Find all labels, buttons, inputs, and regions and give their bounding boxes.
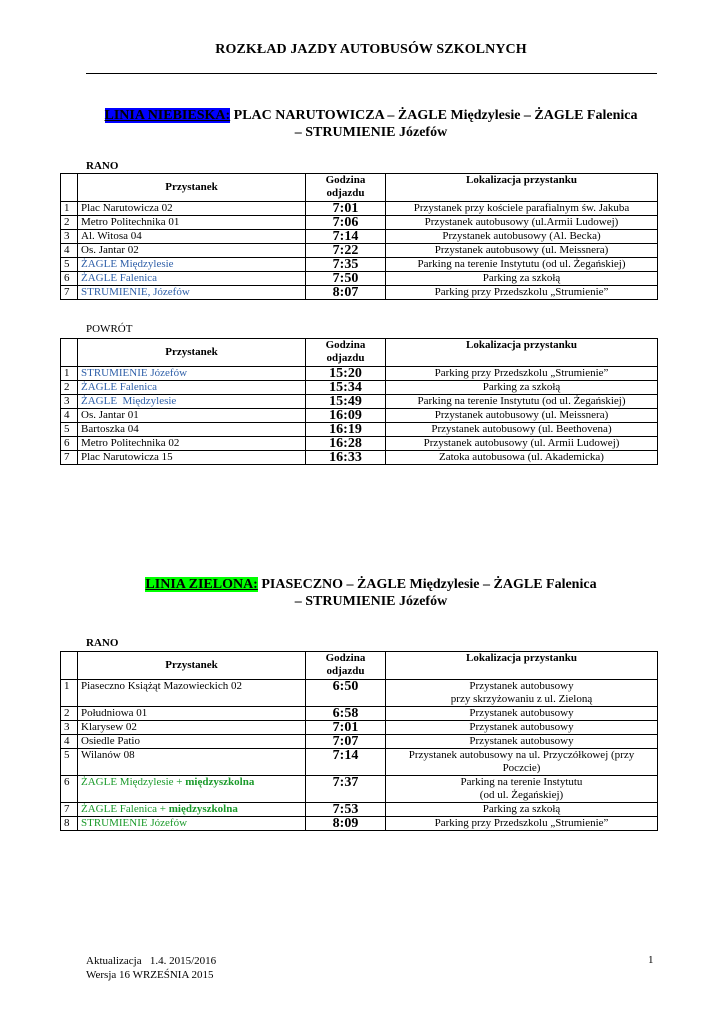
row-number: 7 [61, 803, 78, 817]
stop-name: Metro Politechnika 01 [78, 216, 306, 230]
table-row [61, 272, 658, 286]
stop-location [386, 776, 658, 803]
green-morning-table [60, 651, 658, 831]
table-row [61, 817, 658, 831]
table-row [61, 423, 658, 437]
blue-return-table [60, 338, 658, 465]
stop-location-line: Poczcie) [502, 762, 541, 774]
row-number: 3 [61, 395, 78, 409]
stop-name-note: międzyszkolna [168, 803, 238, 815]
table-row [61, 202, 658, 216]
departure-time: 7:06 [306, 216, 386, 230]
header-time: Godzina odjazdu [306, 652, 386, 680]
footer-info [86, 954, 216, 982]
header-location: Lokalizacja przystanku [386, 339, 658, 367]
stop-name: Plac Narutowicza 15 [78, 451, 306, 465]
stop-name [78, 776, 306, 803]
stop-name: STRUMIENIE Józefów [78, 367, 306, 381]
stop-location-line: (od ul. Żegańskiej) [479, 789, 564, 801]
stop-location: Parking przy Przedszkolu „Strumienie” [386, 367, 658, 381]
blue-line-heading [86, 107, 656, 141]
stop-name: Piaseczno Książąt Mazowieckich 02 [78, 680, 306, 707]
departure-time: 7:35 [306, 258, 386, 272]
departure-time: 16:09 [306, 409, 386, 423]
stop-location [386, 680, 658, 707]
stop-name: ŻAGLE Międzylesie [78, 258, 306, 272]
footer-version: Wersja 16 WRZEŚNIA 2015 [86, 969, 214, 981]
departure-time: 16:19 [306, 423, 386, 437]
stop-name: Bartoszka 04 [78, 423, 306, 437]
row-number: 5 [61, 258, 78, 272]
departure-time: 6:50 [306, 680, 386, 707]
footer-update: Aktualizacja 1.4. 2015/2016 [86, 955, 217, 967]
stop-name: Metro Politechnika 02 [78, 437, 306, 451]
blue-line-route-1: PLAC NARUTOWICZA – ŻAGLE Międzylesie – ŻAGLE Falenica [230, 108, 638, 123]
row-number: 6 [61, 272, 78, 286]
blue-line-tag: LINIA NIEBIESKA: [104, 108, 231, 123]
stop-location: Przystanek autobusowy (ul. Beethovena) [386, 423, 658, 437]
stop-location: Przystanek autobusowy (ul. Meissnera) [386, 409, 658, 423]
row-number: 3 [61, 721, 78, 735]
stop-location: Parking za szkołą [386, 381, 658, 395]
document-title: ROZKŁAD JAZDY AUTOBUSÓW SZKOLNYCH [215, 42, 527, 57]
stop-name: Osiedle Patio [78, 735, 306, 749]
stop-location: Parking na terenie Instytutu (od ul. Żegańskiej) [386, 395, 658, 409]
stop-location: Parking na terenie Instytutu (od ul. Żegańskiej) [386, 258, 658, 272]
table-row [61, 244, 658, 258]
departure-time: 7:14 [306, 230, 386, 244]
stop-location: Przystanek autobusowy (ul.Armii Ludowej) [386, 216, 658, 230]
departure-time: 7:14 [306, 749, 386, 776]
row-number: 4 [61, 244, 78, 258]
green-line-tag: LINIA ZIELONA: [145, 577, 258, 592]
green-line-heading [86, 576, 656, 610]
stop-name: ŻAGLE Międzylesie [78, 395, 306, 409]
stop-location: Przystanek autobusowy (Al. Becka) [386, 230, 658, 244]
table-row [61, 230, 658, 244]
departure-time: 16:28 [306, 437, 386, 451]
departure-time: 7:50 [306, 272, 386, 286]
header-stop: Przystanek [78, 174, 306, 202]
departure-time: 15:34 [306, 381, 386, 395]
header-number [61, 652, 78, 680]
departure-time: 16:33 [306, 451, 386, 465]
table-row [61, 258, 658, 272]
table-row [61, 680, 658, 707]
stop-name: Wilanów 08 [78, 749, 306, 776]
table-row [61, 395, 658, 409]
header-time: Godzina odjazdu [306, 339, 386, 367]
header-number [61, 174, 78, 202]
departure-time: 8:09 [306, 817, 386, 831]
departure-time: 7:53 [306, 803, 386, 817]
green-line-route-2: – STRUMIENIE Józefów [294, 594, 448, 609]
row-number: 3 [61, 230, 78, 244]
stop-name: Os. Jantar 02 [78, 244, 306, 258]
header-location: Lokalizacja przystanku [386, 652, 658, 680]
stop-location-line: Przystanek autobusowy na ul. Przyczółkowej (przy [408, 749, 635, 761]
table-row [61, 721, 658, 735]
table-row [61, 286, 658, 300]
table-row [61, 437, 658, 451]
stop-location: Przystanek autobusowy [386, 721, 658, 735]
stop-location: Przystanek autobusowy [386, 707, 658, 721]
departure-time: 8:07 [306, 286, 386, 300]
row-number: 1 [61, 367, 78, 381]
blue-morning-label: RANO [86, 160, 119, 172]
header-location: Lokalizacja przystanku [386, 174, 658, 202]
blue-line-route-2: – STRUMIENIE Józefów [294, 125, 448, 140]
table-row [61, 735, 658, 749]
blue-return-label: POWRÓT [86, 323, 133, 335]
departure-time: 7:01 [306, 721, 386, 735]
stop-location: Przystanek autobusowy [386, 735, 658, 749]
stop-name: STRUMIENIE, Józefów [78, 286, 306, 300]
row-number: 5 [61, 423, 78, 437]
departure-time: 7:37 [306, 776, 386, 803]
row-number: 1 [61, 680, 78, 707]
table-row [61, 707, 658, 721]
stop-location-line: Przystanek autobusowy [469, 680, 574, 692]
row-number: 6 [61, 776, 78, 803]
table-row [61, 409, 658, 423]
row-number: 2 [61, 707, 78, 721]
table-row [61, 367, 658, 381]
stop-name-text: ŻAGLE Międzylesie + [81, 776, 186, 788]
table-row [61, 381, 658, 395]
table-row [61, 803, 658, 817]
header-number [61, 339, 78, 367]
table-header-row [61, 339, 658, 367]
stop-location: Przystanek przy kościele parafialnym św. Jakuba [386, 202, 658, 216]
table-row [61, 749, 658, 776]
departure-time: 7:07 [306, 735, 386, 749]
stop-location: Parking za szkołą [386, 272, 658, 286]
green-morning-label: RANO [86, 637, 119, 649]
stop-name: STRUMIENIE Józefów [78, 817, 306, 831]
stop-location: Przystanek autobusowy (ul. Armii Ludowej) [386, 437, 658, 451]
stop-name-text: ŻAGLE Falenica + [81, 803, 169, 815]
stop-location-line: Parking na terenie Instytutu [460, 776, 583, 788]
stop-name-note: międzyszkolna [185, 776, 255, 788]
row-number: 7 [61, 286, 78, 300]
green-line-route-1: PIASECZNO – ŻAGLE Międzylesie – ŻAGLE Falenica [257, 577, 597, 592]
stop-location: Przystanek autobusowy (ul. Meissnera) [386, 244, 658, 258]
table-row [61, 216, 658, 230]
stop-location-line: przy skrzyżowaniu z ul. Zieloną [450, 693, 593, 705]
row-number: 8 [61, 817, 78, 831]
stop-name: Południowa 01 [78, 707, 306, 721]
header-time: Godzina odjazdu [306, 174, 386, 202]
stop-name: Plac Narutowicza 02 [78, 202, 306, 216]
row-number: 2 [61, 216, 78, 230]
row-number: 7 [61, 451, 78, 465]
row-number: 4 [61, 409, 78, 423]
stop-location: Parking za szkołą [386, 803, 658, 817]
departure-time: 6:58 [306, 707, 386, 721]
blue-morning-table [60, 173, 658, 300]
stop-name: Os. Jantar 01 [78, 409, 306, 423]
stop-location: Zatoka autobusowa (ul. Akademicka) [386, 451, 658, 465]
row-number: 2 [61, 381, 78, 395]
row-number: 6 [61, 437, 78, 451]
table-header-row [61, 174, 658, 202]
header-stop: Przystanek [78, 339, 306, 367]
row-number: 5 [61, 749, 78, 776]
stop-location [386, 749, 658, 776]
stop-name: Al. Witosa 04 [78, 230, 306, 244]
departure-time: 15:49 [306, 395, 386, 409]
table-row [61, 776, 658, 803]
stop-name [78, 803, 306, 817]
departure-time: 7:01 [306, 202, 386, 216]
departure-time: 7:22 [306, 244, 386, 258]
stop-location: Parking przy Przedszkolu „Strumienie” [386, 817, 658, 831]
page-number: 1 [648, 954, 654, 966]
row-number: 4 [61, 735, 78, 749]
stop-name: ŻAGLE Falenica [78, 272, 306, 286]
title-divider [86, 73, 657, 74]
stop-name: Klarysew 02 [78, 721, 306, 735]
header-stop: Przystanek [78, 652, 306, 680]
stop-location: Parking przy Przedszkolu „Strumienie” [386, 286, 658, 300]
row-number: 1 [61, 202, 78, 216]
departure-time: 15:20 [306, 367, 386, 381]
stop-name: ŻAGLE Falenica [78, 381, 306, 395]
table-header-row [61, 652, 658, 680]
table-row [61, 451, 658, 465]
